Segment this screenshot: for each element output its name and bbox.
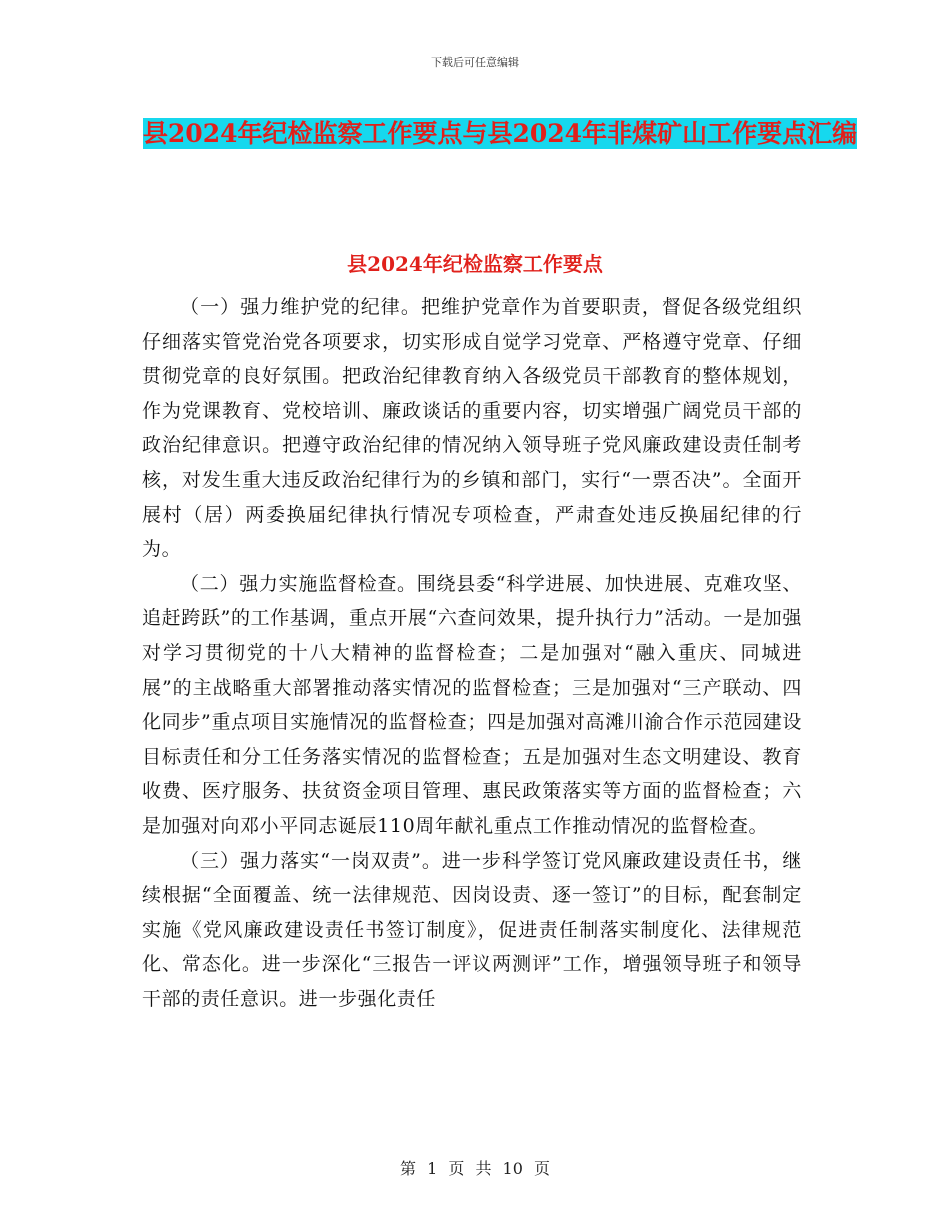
paragraph-3: （三）强力落实“一岗双责”。进一步科学签订党风廉政建设责任书，继续根据“全面覆盖、统一法律规范、因岗设责、逐一签订”的目标，配套制定实施《党风廉政建设责任书签订制度》，促进责任制落实制度化、法律规范化、常态化。进一步深化“三报告一评议两测评”工作，增强领导班子和领导干部的责任意识。进一步强化责任 bbox=[142, 849, 802, 1010]
paragraph-1: （一）强力维护党的纪律。把维护党章作为首要职责，督促各级党组织仔细落实管党治党各项要求，切实形成自觉学习党章、严格遵守党章、仔细贯彻党章的良好氛围。把政治纪律教育纳入各级党员干部教育的整体规划，作为党课教育、党校培训、廉政谈话的重要内容，切实增强广阔党员干部的政治纪律意识。把遵守政治纪律的情况纳入领导班子党风廉政建设责任制考核，对发生重大违反政治纪律行为的乡镇和部门，实行“一票否决”。全面开展村（居）两委换届纪律执行情况专项检查，严肃查处违反换届纪律的行为。 bbox=[142, 296, 802, 561]
paragraph-2: （二）强力实施监督检查。围绕县委“科学进展、加快进展、克难攻坚、追赶跨跃”的工作基调，重点开展“六查问效果，提升执行力”活动。一是加强对学习贯彻党的十八大精神的监督检查；二是加强对“融入重庆、同城进展”的主战略重大部署推动落实情况的监督检查；三是加强对“三产联动、四化同步”重点项目实施情况的监督检查；四是加强对高滩川渝合作示范园建设目标责任和分工任务落实情况的监督检查；五是加强对生态文明建设、教育收费、医疗服务、扶贫资金项目管理、惠民政策落实等方面的监督检查；六是加强对向邓小平同志诞辰110周年献礼重点工作推动情况的监督检查。 bbox=[142, 572, 802, 837]
header-note: 下载后可任意编辑 bbox=[431, 56, 519, 69]
document-title-text: 县2024年纪检监察工作要点与县2024年非煤矿山工作要点汇编 bbox=[142, 119, 858, 148]
document-title bbox=[120, 110, 880, 158]
page-footer: 第 1 页 共 10 页 bbox=[400, 1159, 550, 1178]
document-body bbox=[142, 290, 802, 1016]
section-title: 县2024年纪检监察工作要点 bbox=[347, 252, 603, 276]
